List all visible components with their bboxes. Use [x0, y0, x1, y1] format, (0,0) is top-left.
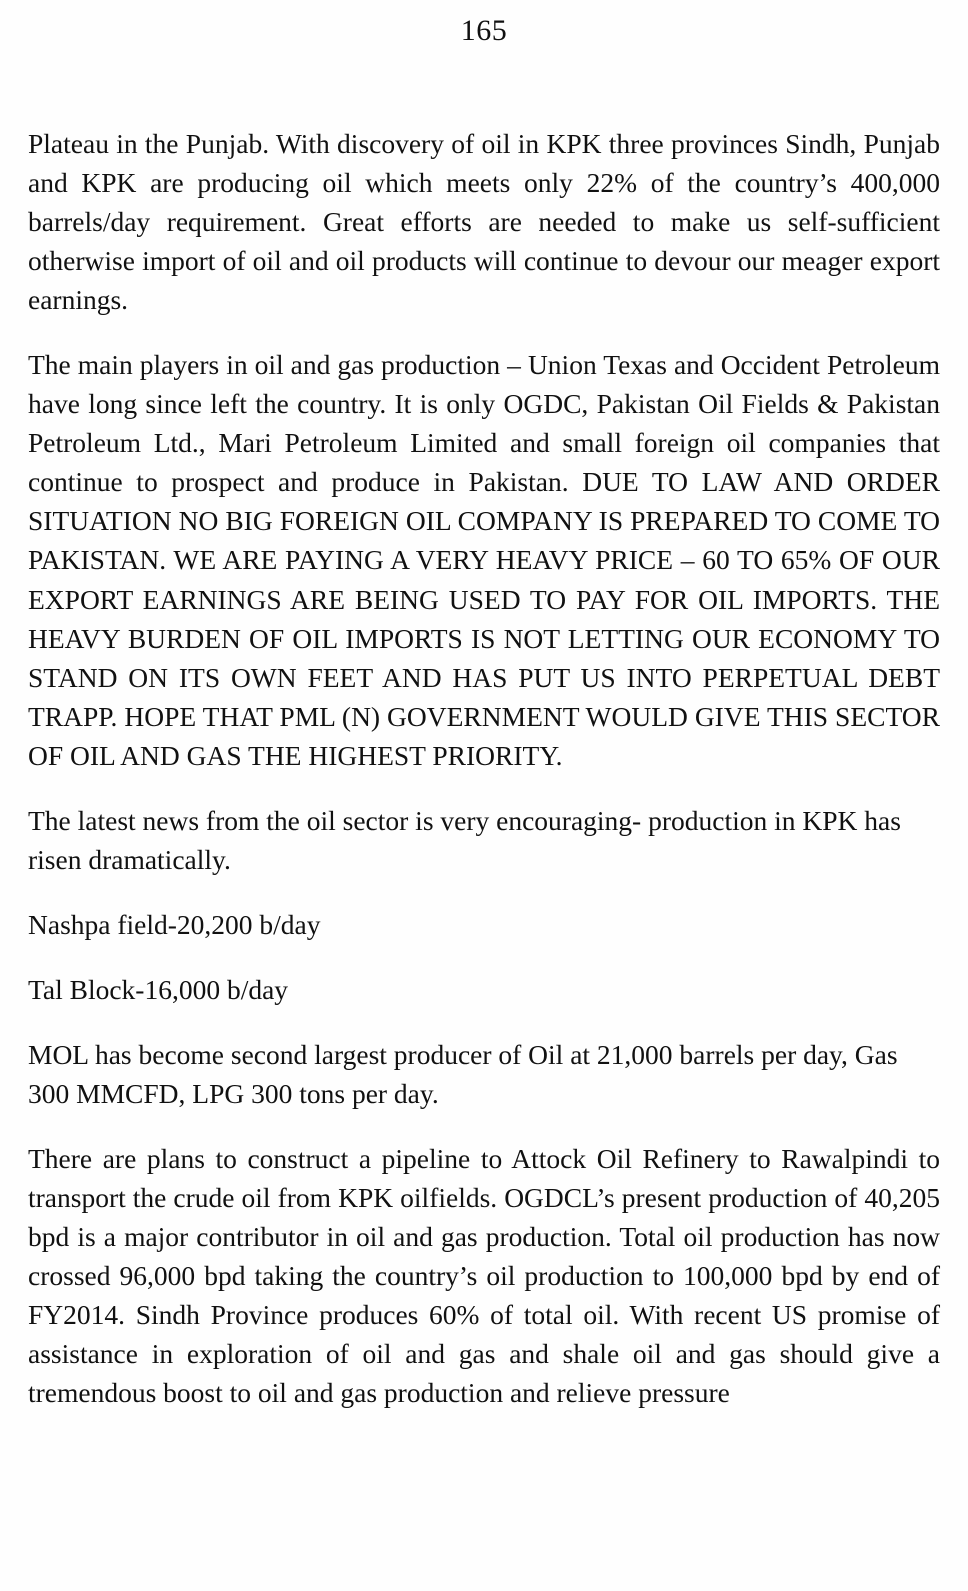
paragraph-tal-block: Tal Block-16,000 b/day — [28, 973, 289, 1005]
page-number: 165 — [460, 14, 508, 47]
paragraph: There are plans to construct a pipeline to Attock Oil Refinery to Rawalpindi to transport the crude oil from KPK oilfields. OGDCL’s present production of 40,205 bpd is a major contributor in oil and gas production. Total oil production has now crossed 96,000 bpd taking the country’s oil production to 100,000 bpd by end of FY2014. Sindh Province produces 60% of total oil. With recent US promise of assistance in exploration of oil and gas and shale oil and gas should give a tremendous boost to oil and gas production and relieve pressure — [28, 1143, 940, 1409]
page-body — [28, 48, 940, 1412]
paragraph: Plateau in the Punjab. With discovery of oil in KPK three provinces Sindh, Punjab and KPK are producing oil which meets only 22% of the country’s 400,000 barrels/day requirement. Great efforts are needed to make us self-sufficient otherwise import of oil and oil products will continue to devour our meager export earnings. — [28, 128, 940, 316]
paragraph-mol: MOL has become second largest producer of Oil at 21,000 barrels per day, Gas 300 MMCFD, LPG 300 tons per day. — [28, 1038, 898, 1109]
paragraph: The latest news from the oil sector is very encouraging- production in KPK has risen dramatically. — [28, 804, 901, 875]
paragraph-nashpa-field: Nashpa field-20,200 b/day — [28, 908, 321, 940]
paragraph: The main players in oil and gas production – Union Texas and Occident Petroleum have long since left the country. It is only OGDC, Pakistan Oil Fields & Pakistan Petroleum Ltd., Mari Petroleum Limited and small foreign oil companies that continue to prospect and produce in Pakistan. DUE TO LAW AND ORDER SITUATION NO BIG FOREIGN OIL COMPANY IS PREPARED TO COME TO PAKISTAN. WE ARE PAYING A VERY HEAVY PRICE – 60 TO 65% OF OUR EXPORT EARNINGS ARE BEING USED TO PAY FOR OIL IMPORTS. THE HEAVY BURDEN OF OIL IMPORTS IS NOT LETTING OUR ECONOMY TO STAND ON ITS OWN FEET AND HAS PUT US INTO PERPETUAL DEBT TRAPP. HOPE THAT PML (N) GOVERNMENT WOULD GIVE THIS SECTOR OF OIL AND GAS THE HIGHEST PRIORITY. — [28, 349, 940, 771]
